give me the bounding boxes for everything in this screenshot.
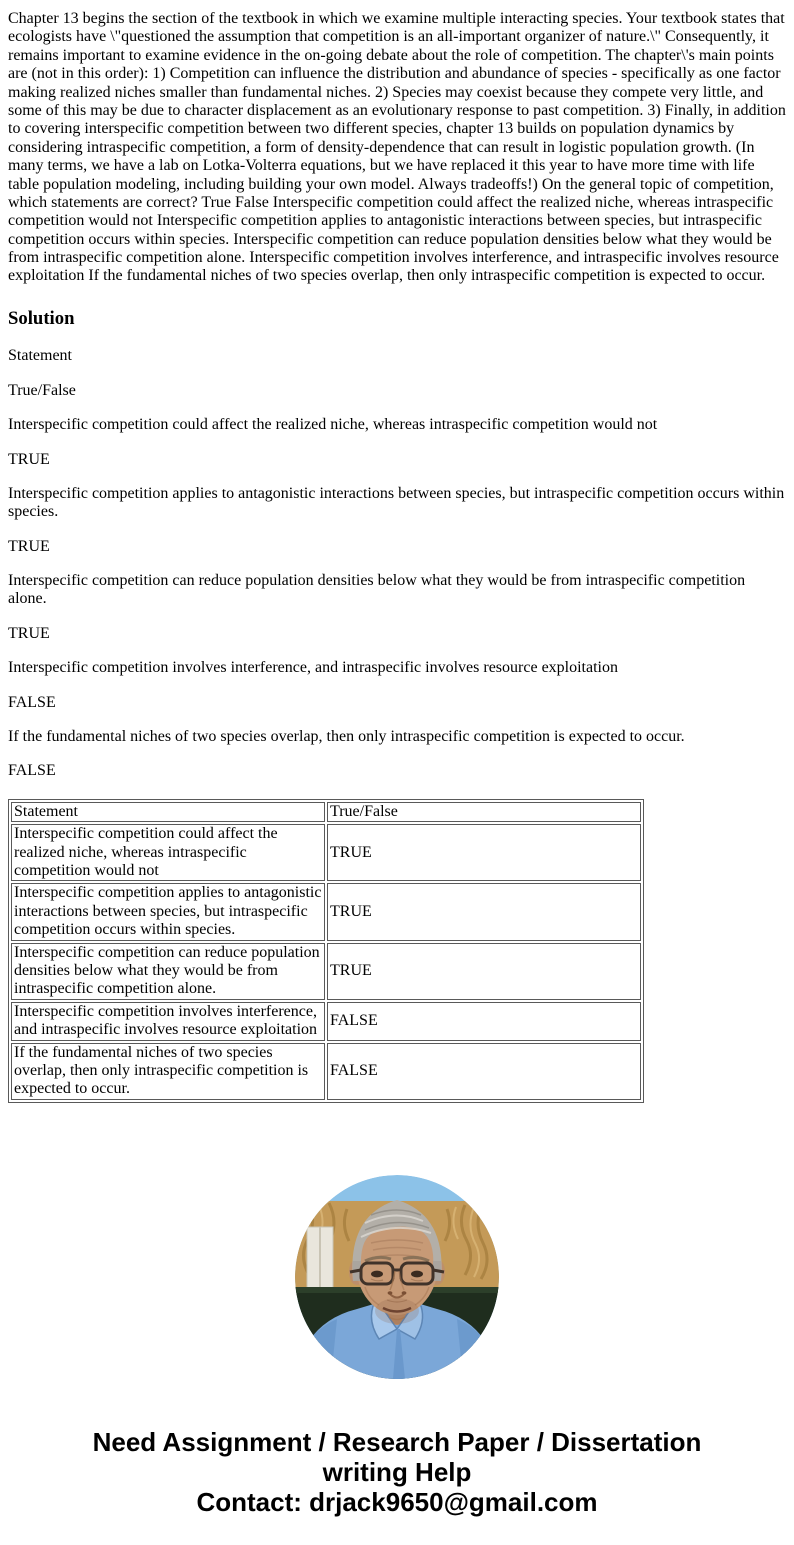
profile-photo — [295, 1175, 499, 1379]
table-row — [11, 943, 641, 1000]
statement-text: If the fundamental niches of two species overlap, then only intraspecific competition is expected to occur. — [8, 728, 685, 746]
answer-cell: FALSE — [327, 1002, 641, 1041]
solution-heading: Solution — [8, 307, 75, 329]
answer-text: TRUE — [8, 450, 50, 468]
table-row — [11, 824, 641, 881]
truefalse-column-label: True/False — [8, 381, 76, 399]
statement-cell: Interspecific competition applies to antagonistic interactions between species, but intraspecific competition occurs within species. — [11, 883, 325, 940]
table-header-truefalse: True/False — [327, 802, 641, 822]
profile-photo-illustration — [295, 1175, 499, 1379]
answer-cell: TRUE — [327, 943, 641, 1000]
answer-cell: TRUE — [327, 824, 641, 881]
footer-heading — [8, 1427, 786, 1517]
footer-contact-email: Contact: drjack9650@gmail.com — [196, 1487, 598, 1517]
statement-cell: If the fundamental niches of two species overlap, then only intraspecific competition is expected to occur. — [11, 1043, 325, 1100]
answer-cell: TRUE — [327, 883, 641, 940]
answer-text: FALSE — [8, 693, 56, 711]
intro-paragraph: Chapter 13 begins the section of the textbook in which we examine multiple interacting species. Your textbook states that ecologists have \"questioned the assumption that competition is an all-important organizer of nature.\" Consequently, it remains important to examine evidence in the on-going debate about the role of competition. The chapter\'s main points are (not in this order): 1) Competition can influence the distribution and abundance of species - specifically as one factor making realized niches smaller than fundamental niches. 2) Species may coexist because they compete very little, and some of this may be due to character displacement as an evolutionary response to past competition. 3) Finally, in addition to covering interspecific competition between two different species, chapter 13 builds on population dynamics by considering intraspecific competition, a form of density-dependence that can result in logistic population growth. (In many terms, we have a lab on Lotka-Volterra equations, but we have replaced it this year to have more time with life table population modeling, including building your own model. Always tradeoffs!) On the general topic of competition, which statements are correct? True False Interspecific competition could affect the realized niche, whereas intraspecific competition would not Interspecific competition applies to antagonistic interactions between species, but intraspecific competition occurs within species. Interspecific competition can reduce population densities below what they would be from intraspecific competition alone. Interspecific competition involves interference, and intraspecific involves resource exploitation If the fundamental niches of two species overlap, then only intraspecific competition is expected to occur. — [8, 10, 786, 285]
table-header-statement: Statement — [11, 802, 325, 822]
statement-cell: Interspecific competition could affect the realized niche, whereas intraspecific competition would not — [11, 824, 325, 881]
answer-text: TRUE — [8, 537, 50, 555]
footer-title: Need Assignment / Research Paper / Dissertation writing Help — [92, 1426, 702, 1487]
answer-text: TRUE — [8, 624, 50, 642]
statement-text: Interspecific competition can reduce population densities below what they would be from intraspecific competition alone. — [8, 572, 746, 608]
statement-column-label: Statement — [8, 347, 72, 365]
answer-cell: FALSE — [327, 1043, 641, 1100]
statement-cell: Interspecific competition can reduce population densities below what they would be from intraspecific competition alone. — [11, 943, 325, 1000]
statement-text: Interspecific competition involves interference, and intraspecific involves resource exploitation — [8, 659, 618, 677]
statement-text: Interspecific competition could affect the realized niche, whereas intraspecific competition would not — [8, 416, 658, 434]
table-row — [11, 883, 641, 940]
statement-text: Interspecific competition applies to antagonistic interactions between species, but intraspecific competition occurs within species. — [8, 484, 785, 521]
table-header-row — [11, 802, 641, 822]
results-table — [8, 799, 644, 1103]
table-row — [11, 1002, 641, 1041]
table-row — [11, 1043, 641, 1100]
statement-cell: Interspecific competition involves interference, and intraspecific involves resource exploitation — [11, 1002, 325, 1041]
answer-text: FALSE — [8, 762, 56, 780]
